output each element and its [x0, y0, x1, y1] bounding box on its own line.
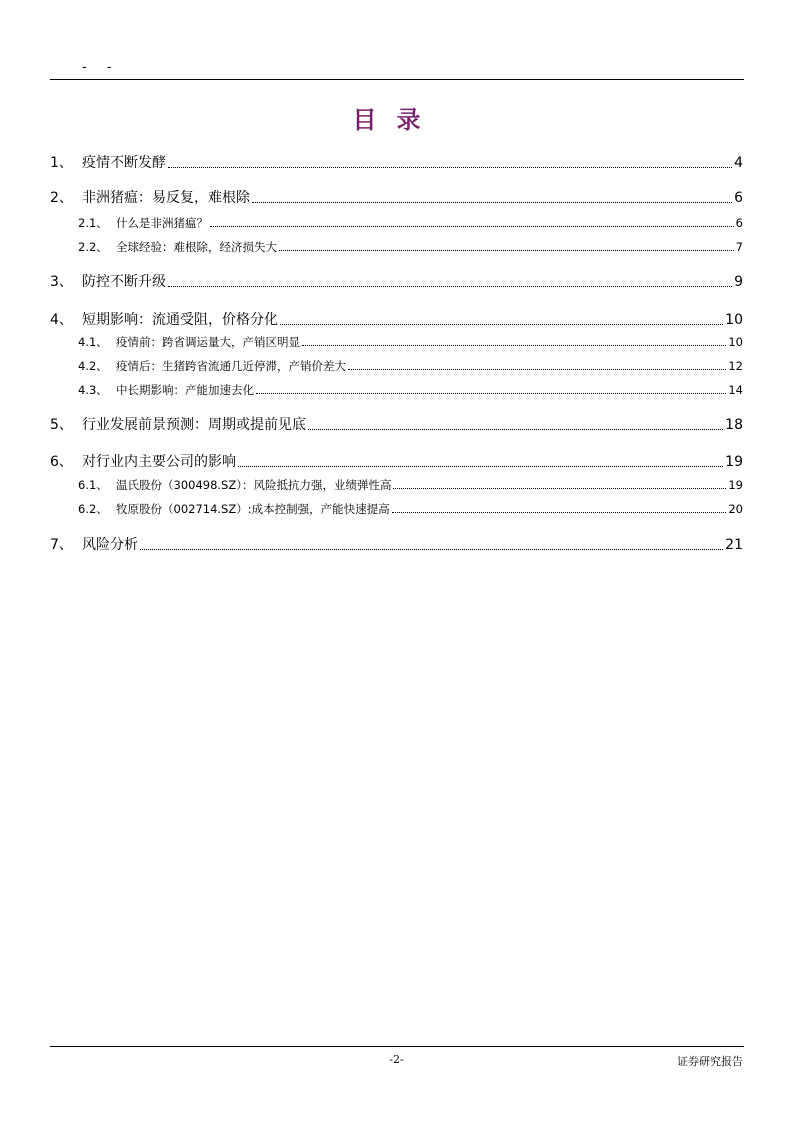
dot-leader — [280, 323, 723, 325]
dot-leader — [210, 225, 734, 227]
dot-leader — [238, 465, 723, 467]
toc-entry-page: 6 — [734, 190, 743, 206]
footer-brand: 证券研究报告 — [677, 1055, 743, 1068]
toc-entry-page: 20 — [728, 502, 743, 516]
toc-entry-number: 4.2、 — [78, 359, 108, 373]
toc-entry-number: 2、 — [50, 190, 73, 206]
dot-leader — [308, 428, 723, 430]
dot-leader — [348, 368, 726, 370]
toc-entry-4-1[interactable] — [50, 334, 743, 350]
toc-entry-title: 短期影响：流通受阻，价格分化 — [82, 312, 278, 328]
toc-entry-1[interactable] — [50, 152, 743, 172]
toc-entry-2-1[interactable] — [50, 215, 743, 231]
dot-leader — [279, 249, 734, 251]
toc-entry-number: 6.2、 — [78, 502, 108, 516]
toc-entry-number: 4.3、 — [78, 383, 108, 397]
toc-entry-number: 5、 — [50, 417, 73, 433]
toc-entry-title: 防控不断升级 — [82, 274, 166, 290]
toc-entry-page: 14 — [728, 383, 743, 397]
toc-entry-page: 12 — [728, 359, 743, 373]
toc-entry-page: 6 — [735, 216, 743, 230]
toc-entry-number: 4.1、 — [78, 335, 108, 349]
dot-leader — [168, 285, 732, 287]
toc-entry-3[interactable] — [50, 271, 743, 291]
toc-entry-page: 21 — [725, 537, 743, 553]
footer-rule — [50, 1046, 744, 1047]
toc-entry-title: 行业发展前景预测：周期或提前见底 — [82, 417, 306, 433]
toc-entry-page: 4 — [734, 155, 743, 171]
toc-entry-6-2[interactable] — [50, 501, 743, 517]
toc-entry-page: 9 — [734, 274, 743, 290]
toc-entry-title: 中长期影响：产能加速去化 — [116, 383, 254, 397]
page-number: -2- — [389, 1053, 404, 1066]
toc-entry-number: 7、 — [50, 537, 73, 553]
dot-leader — [393, 487, 726, 489]
toc-entry-title: 什么是非洲猪瘟？ — [116, 216, 208, 230]
toc-entry-title: 牧原股份（002714.SZ）:成本控制强，产能快速提高 — [116, 502, 390, 516]
toc-entry-5[interactable] — [50, 414, 743, 434]
header-rule — [50, 79, 744, 80]
toc-entry-number: 1、 — [50, 155, 73, 171]
toc-entry-number: 2.1、 — [78, 216, 108, 230]
toc-entry-6-1[interactable] — [50, 477, 743, 493]
toc-entry-page: 7 — [735, 240, 743, 254]
header-mark: - - — [82, 60, 120, 75]
toc-entry-page: 19 — [725, 454, 743, 470]
toc-entry-title: 风险分析 — [82, 537, 138, 553]
dot-leader — [302, 344, 726, 346]
dot-leader — [168, 166, 732, 168]
toc-entry-title: 全球经验：难根除，经济损失大 — [116, 240, 277, 254]
dot-leader — [140, 548, 723, 550]
toc-entry-4[interactable] — [50, 309, 743, 329]
dot-leader — [252, 201, 732, 203]
dot-leader — [256, 392, 726, 394]
toc-entry-number: 6、 — [50, 454, 73, 470]
toc-entry-number: 2.2、 — [78, 240, 108, 254]
toc-entry-number: 4、 — [50, 312, 73, 328]
toc-entry-page: 10 — [725, 312, 743, 328]
toc-entry-number: 6.1、 — [78, 478, 108, 492]
toc-entry-title: 对行业内主要公司的影响 — [82, 454, 236, 470]
dot-leader — [392, 511, 727, 513]
toc-entry-7[interactable] — [50, 534, 743, 554]
toc-entry-title: 疫情不断发酵 — [82, 155, 166, 171]
toc-entry-page: 10 — [728, 335, 743, 349]
toc-entry-title: 疫情后：生猪跨省流通几近停滞，产销价差大 — [116, 359, 346, 373]
toc-entry-page: 19 — [728, 478, 743, 492]
toc-title: 目录 — [352, 105, 441, 134]
toc-entry-2-2[interactable] — [50, 239, 743, 255]
toc-entry-title: 疫情前：跨省调运量大，产销区明显 — [116, 335, 300, 349]
toc-entry-4-3[interactable] — [50, 382, 743, 398]
toc-entry-2[interactable] — [50, 187, 743, 207]
toc-entry-6[interactable] — [50, 451, 743, 471]
toc-entry-4-2[interactable] — [50, 358, 743, 374]
toc-entry-number: 3、 — [50, 274, 73, 290]
toc-entry-title: 非洲猪瘟：易反复，难根除 — [82, 190, 250, 206]
toc-entry-title: 温氏股份（300498.SZ）：风险抵抗力强，业绩弹性高 — [116, 478, 392, 492]
toc-entry-page: 18 — [725, 417, 743, 433]
